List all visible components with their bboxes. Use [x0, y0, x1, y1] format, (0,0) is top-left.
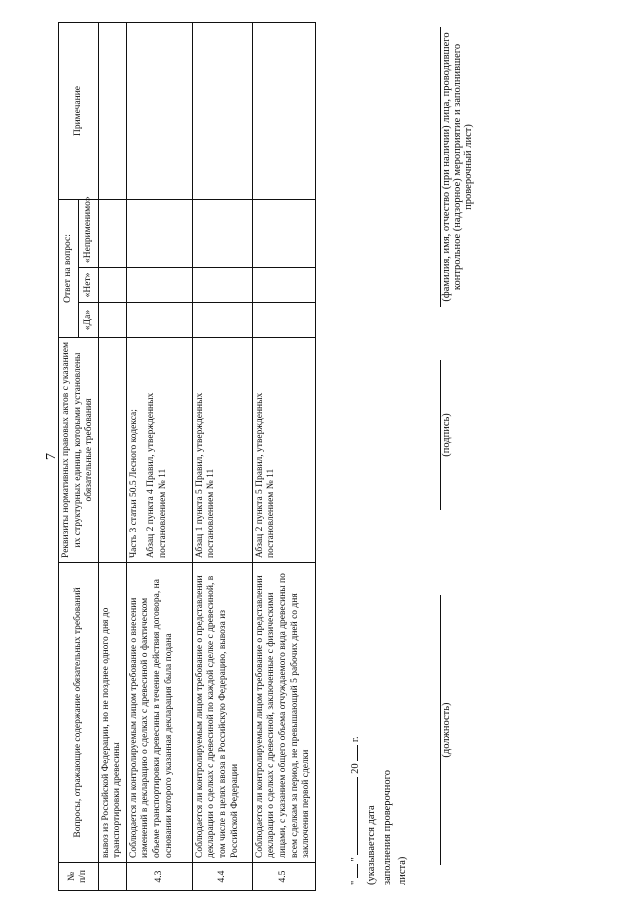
- answer-yes-cell[interactable]: [252, 303, 315, 338]
- answer-no-cell[interactable]: [252, 268, 315, 303]
- position-block: [440, 595, 452, 865]
- row-requisites: Абзац 2 пункта 5 Правил, утвержденных постановлением № 11: [252, 338, 315, 563]
- header-row: [59, 23, 79, 891]
- row-num: [98, 863, 126, 891]
- date-line[interactable]: " " 20 г.: [350, 736, 361, 885]
- note-cell[interactable]: [126, 23, 192, 200]
- position-caption: (должность): [441, 702, 452, 758]
- header-num: № п/п: [59, 863, 99, 891]
- page-number: 7: [44, 453, 59, 460]
- row-requisites: Абзац 1 пункта 5 Правил, утвержденных постановлением № 11: [192, 338, 252, 563]
- requisite-line: Часть 3 статьи 50.5 Лесного кодекса;: [128, 409, 139, 558]
- row-num: 4.3: [126, 863, 192, 891]
- header-no: «Нет»: [78, 268, 98, 303]
- answer-na-cell[interactable]: [252, 200, 315, 268]
- answer-na-cell[interactable]: [126, 200, 192, 268]
- row-question: вывоз из Российской Федерации, но не позднее одного дня до транспортировки древесины: [98, 563, 126, 863]
- date-year: 20: [350, 763, 361, 774]
- checklist-table: [58, 22, 316, 891]
- header-answer: Ответ на вопрос:: [59, 200, 79, 338]
- table-row: [126, 23, 192, 891]
- header-note: Примечание: [59, 23, 99, 200]
- answer-no-cell[interactable]: [126, 268, 192, 303]
- date-block: [348, 736, 411, 885]
- date-year-suffix: г.: [350, 736, 361, 743]
- header-question: Вопросы, отражающие содержание обязательных требований: [59, 563, 99, 863]
- row-question: Соблюдается ли контролируемым лицом требование о представлении декларации о сделках с древесиной по каждой сделке с древесиной, в том числе в целях ввоза в Российскую Федерацию, вывоза из Российской Федерации: [192, 563, 252, 863]
- table-row: [252, 23, 315, 891]
- row-requisites: [126, 338, 192, 563]
- row-num: 4.5: [252, 863, 315, 891]
- name-block: [440, 27, 474, 307]
- answer-yes-cell[interactable]: [192, 303, 252, 338]
- note-cell[interactable]: [252, 23, 315, 200]
- note-cell[interactable]: [98, 23, 126, 200]
- row-requisites: [98, 338, 126, 563]
- table-row: [192, 23, 252, 891]
- name-caption: (фамилия, имя, отчество (при наличии) лица, проводившего контрольное (надзорное) мероприятие и заполнившего проверочный лист): [441, 32, 474, 302]
- answer-na-cell[interactable]: [98, 200, 126, 268]
- requisite-line: Абзац 2 пункта 4 Правил, утвержденных постановлением № 11: [146, 392, 169, 558]
- header-na: «Неприменимо»: [78, 200, 98, 268]
- answer-yes-cell[interactable]: [126, 303, 192, 338]
- date-caption: (указывается дата заполнения проверочного листа): [365, 770, 409, 885]
- header-requisites: Реквизиты нормативных правовых актов с указанием их структурных единиц, которыми установлены обязательные требования: [59, 338, 99, 563]
- row-question: Соблюдается ли контролируемым лицом требование о внесении изменений в декларацию о сделках с древесиной о фактическом объеме транспортировки древесины в течение действия договора, на основании которого указанная декларация была подана: [126, 563, 192, 863]
- signature-block: [440, 360, 452, 510]
- header-yes: «Да»: [78, 303, 98, 338]
- answer-yes-cell[interactable]: [98, 303, 126, 338]
- answer-no-cell[interactable]: [192, 268, 252, 303]
- row-num: 4.4: [192, 863, 252, 891]
- table-row: [98, 23, 126, 891]
- answer-na-cell[interactable]: [192, 200, 252, 268]
- answer-no-cell[interactable]: [98, 268, 126, 303]
- signature-caption: (подпись): [441, 413, 452, 457]
- note-cell[interactable]: [192, 23, 252, 200]
- row-question: Соблюдается ли контролируемым лицом требование о представлении декларации о сделках с древесиной, заключенные с физическими лицами, с указанием общего объема отчуждаемого вида древесины по всем сделкам за период, не превышающий 5 рабочих дней со дня заключения первой сделки: [252, 563, 315, 863]
